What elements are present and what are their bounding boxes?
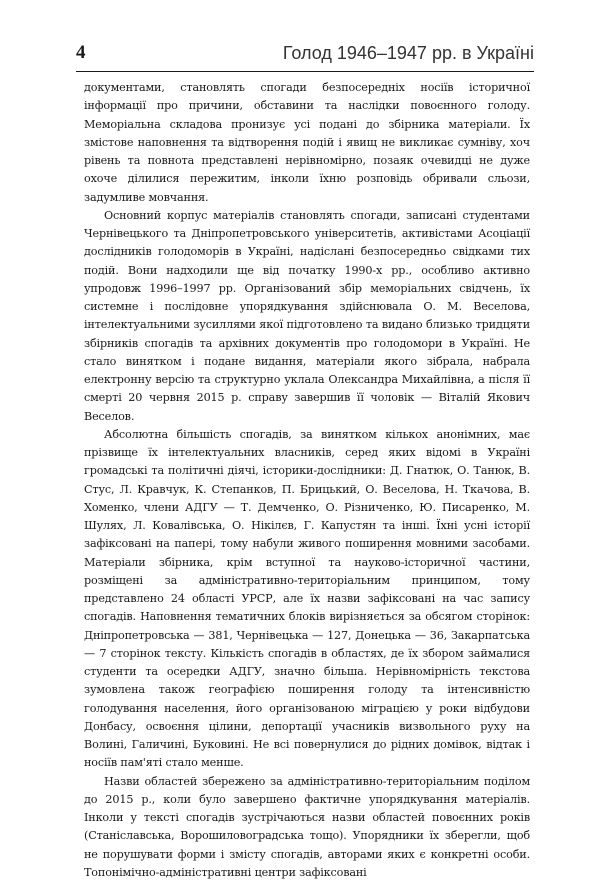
page-number: 4: [76, 42, 86, 64]
body-text: [84, 79, 530, 882]
paragraph: Назви областей збережено за адміністративно-територіальним поділом до 2015 р., коли було завершено фактичне упорядкування матеріалів. Інколи у тексті спогадів зустрічаються назви областей повоєнних років (Станіславська, Ворошиловоградська тощо). Упорядники їх зберегли, щоб не порушувати форми і змісту спогадів, авторами яких є конкретні особи. Топонімічно-адміністративні центри зафіксовані: [84, 773, 530, 882]
paragraph: Основний корпус матеріалів становлять спогади, записані студентами Чернівецького та Дніпропетровського університетів, активістами Асоціації дослідників голодоморів в Україні, надіслані безпосередньо свідками тих подій. Вони надходили ще від початку 1990-х рр., особливо активно упродовж 1996–1997 рр. Організований збір меморіальних свідчень, їх системне і послідовне упорядкування здійснювала О. М. Веселова, інтелектуальними зусиллями якої підготовлено та видано близько тридцяти збірників спогадів та архівних документів про голодомори в Україні. Не стало винятком і подане видання, матеріали якого зібрала, набрала електронну версію та структурно уклала Олександра Михайлівна, а після її смерті 20 червня 2015 р. справу завершив її чоловік — Віталій Якович Веселов.: [84, 207, 530, 426]
running-title: Голод 1946–1947 рр. в Україні: [283, 42, 534, 64]
paragraph: документами, становлять спогади безпосередніх носіїв історичної інформації про причини, обставини та наслідки повоєнного голоду. Меморіальна складова пронизує усі подані до збірника матеріали. Їх змістове наповнення та відтворення подій і явищ не викликає сумніву, хоч рівень та повнота представлені нерівномірно, позаяк очевидці не дуже охоче ділилися пережитим, інколи їхню розповідь обривали сльози, задумливе мовчання.: [84, 79, 530, 207]
header-rule: [76, 71, 534, 72]
page-header: [76, 42, 534, 68]
paragraph: Абсолютна більшість спогадів, за винятком кількох анонімних, має прізвище їх інтелектуальних власників, серед яких відомі в Україні громадські та політичні діячі, історики-дослідники: Д. Гнатюк, О. Танюк, В. Стус, Л. Кравчук, К. Степанков, П. Брицький, О. Веселова, Н. Ткачова, В. Хоменко, члени АДГУ — Т. Демченко, О. Різниченко, Ю. Писаренко, М. Шулях, Л. Ковалівська, О. Нікілєв, Г. Капустян та інші. Їхні усні історії зафіксовані на папері, тому набули живого поширення мовними засобами. Матеріали збірника, крім вступної та науково-історичної частини, розміщені за адміністративно-територіальним принципом, тому представлено 24 області УРСР, але їх назви зафіксовані на час запису спогадів. Наповнення тематичних блоків вирізняється за обсягом сторінок: Дніпропетровська — 381, Чернівецька — 127, Донецька — 36, Закарпатська — 7 сторінок тексту. Кількість спогадів в областях, де їх збором займалися студенти та осередки АДГУ, значно більша. Нерівномірність текстова зумовлена також географією поширення голоду та інтенсивністю голодування населення, його організованою міграцією у роки відбудови Донбасу, освоєння цілини, депортації учасників визвольного руху на Волині, Галичині, Буковині. Не всі повернулися до рідних домівок, відтак і носіїв пам'яті стало менше.: [84, 426, 530, 773]
